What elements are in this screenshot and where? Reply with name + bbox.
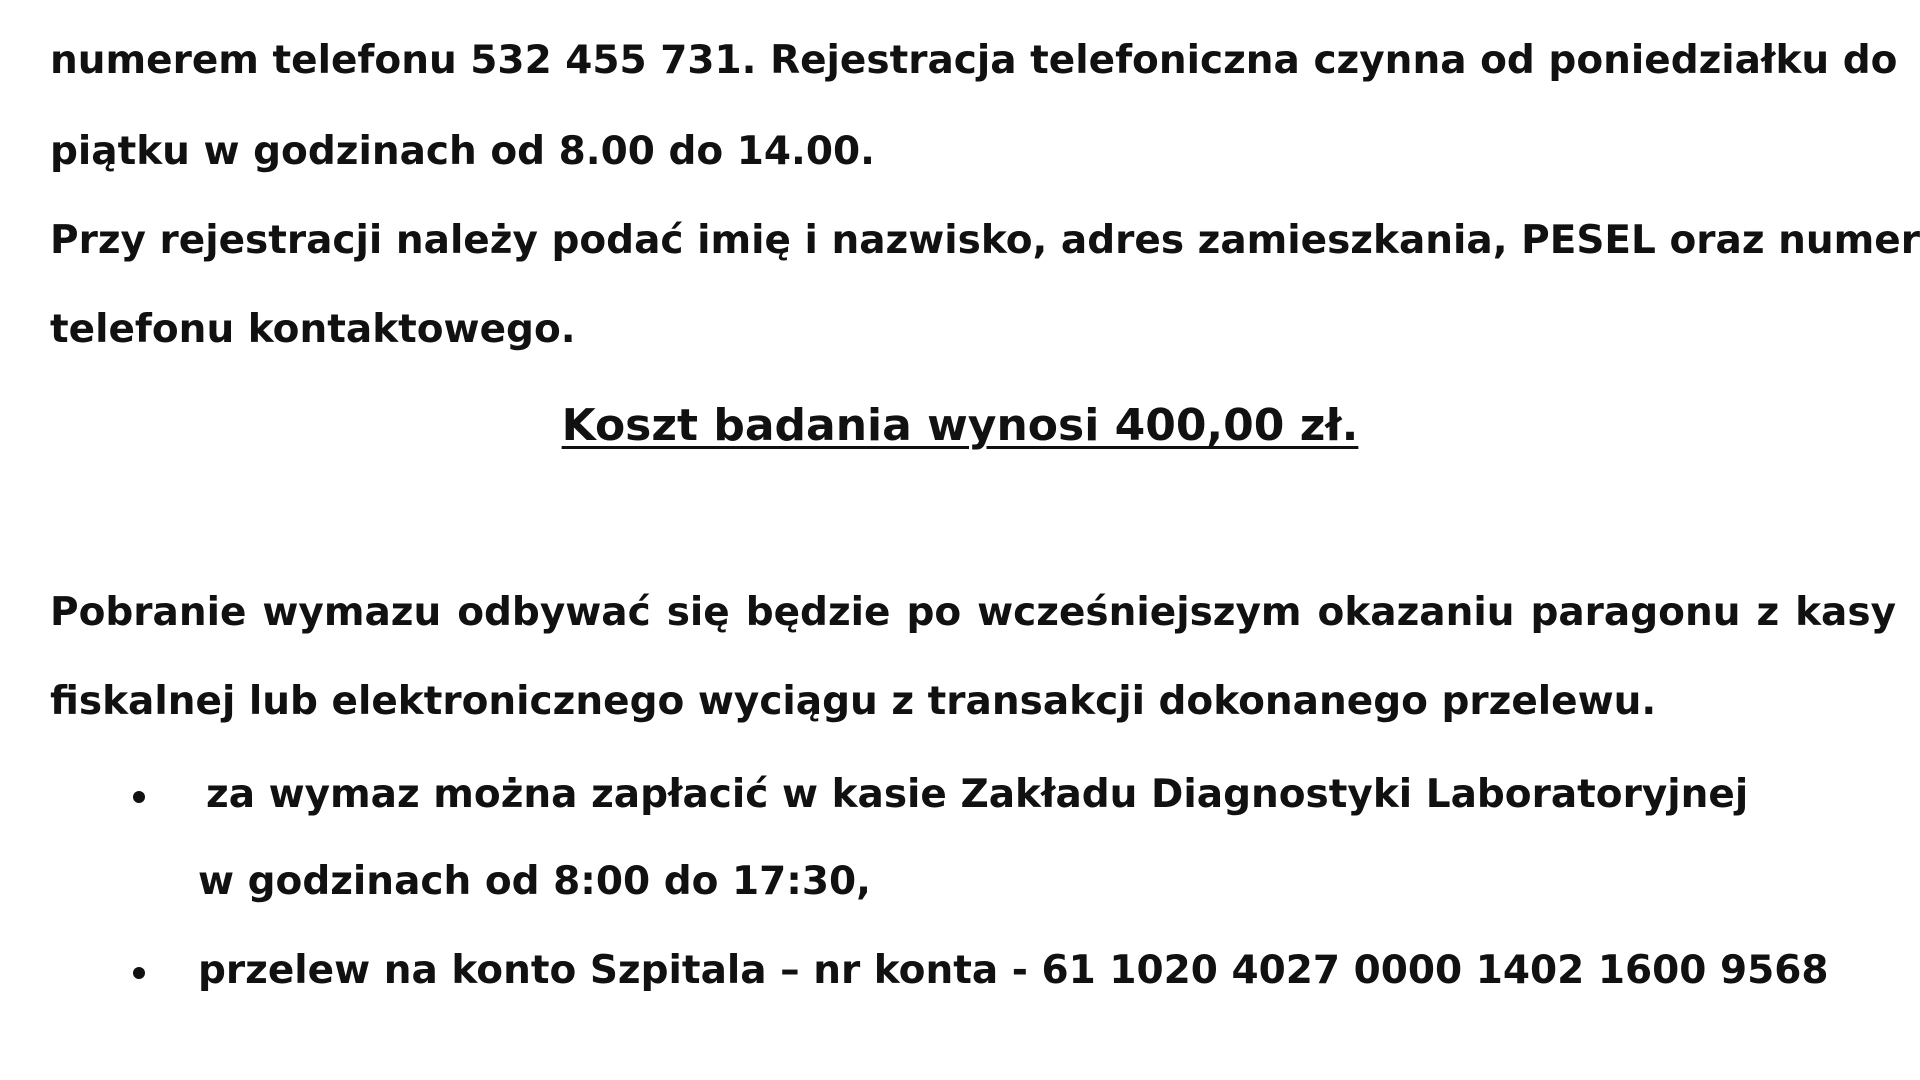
bullet-icon (133, 967, 145, 979)
cost-heading: Koszt badania wynosi 400,00 zł. (561, 400, 1359, 451)
bullet-icon (133, 791, 145, 803)
payment-cashier-line-2: w godzinach od 8:00 do 17:30, (198, 859, 871, 904)
registration-requirements-line-1: Przy rejestracji należy podać imię i nazwisko, adres zamieszkania, PESEL oraz numer (50, 218, 1920, 263)
payment-cashier-line-1: za wymaz można zapłacić w kasie Zakładu Diagnostyki Laboratoryjnej (206, 772, 1749, 817)
sampling-info-line-2: fiskalnej lub elektronicznego wyciągu z transakcji dokonanego przelewu. (50, 679, 1657, 724)
registration-text-line-2: piątku w godzinach od 8.00 do 14.00. (50, 129, 875, 174)
registration-requirements-line-2: telefonu kontaktowego. (50, 307, 576, 352)
registration-text-line-1: numerem telefonu 532 455 731. Rejestracja telefoniczna czynna od poniedziałku do (50, 38, 1898, 83)
sampling-info-line-1: Pobranie wymazu odbywać się będzie po wcześniejszym okazaniu paragonu z kasy (50, 590, 1896, 635)
payment-transfer-line: przelew na konto Szpitala – nr konta - 61 1020 4027 0000 1402 1600 9568 (198, 948, 1829, 993)
